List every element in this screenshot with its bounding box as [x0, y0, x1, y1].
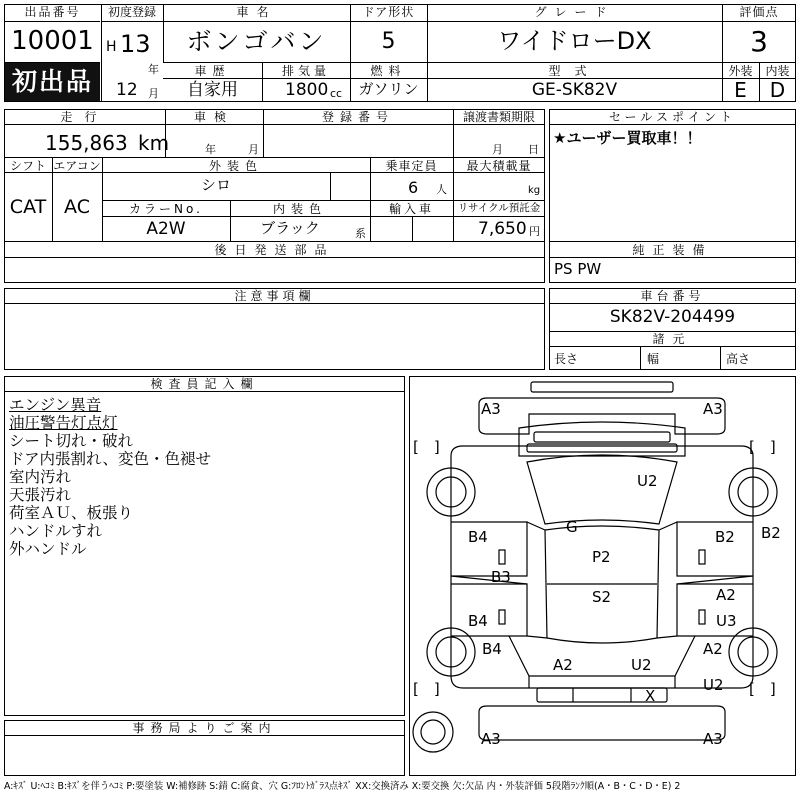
damage-mark: X — [645, 687, 656, 705]
exterior-label: 外装 — [728, 64, 753, 78]
transfer-day-unit: 日 — [528, 143, 539, 156]
bracket-mark: [ ] — [749, 438, 776, 456]
legend: A:ｷｽﾞ U:ﾍｺﾐ B:ｷｽﾞを伴うﾍｺﾐ P:要塗装 W:補修跡 S:錆 C:腐食、穴 G:ﾌﾛﾝﾄｶﾞﾗｽ点ｷｽﾞ XX:交換済み X:要交換 欠:欠品 内・外装評価 5段階ﾗﾝｸ順(A・B・C・D・E) 2 — [4, 781, 681, 792]
transfer-month-unit: 月 — [492, 143, 503, 156]
grade: ワイドローDX — [497, 27, 652, 55]
color: シロ — [200, 176, 231, 194]
damage-mark: U2 — [631, 656, 652, 674]
office-label: 事務局よりご案内 — [132, 721, 277, 735]
damage-mark: U2 — [637, 472, 658, 490]
damage-mark: B2 — [715, 528, 735, 546]
ac-label: エアコン — [53, 159, 101, 173]
doors-label: ドア形状 — [362, 5, 415, 19]
sales-point-label: セールスポイント — [609, 110, 736, 124]
damage-mark: B4 — [468, 612, 488, 630]
damage-mark: A2 — [553, 656, 573, 674]
interior-color-suffix: 系 — [355, 227, 366, 240]
inspector-note: 荷室ＡＵ、板張り — [9, 504, 134, 522]
inspector-note: ハンドルすれ — [9, 522, 103, 540]
length-label: 長さ — [554, 352, 579, 366]
inspector-note: シート切れ・破れ — [9, 432, 134, 450]
import-label: 輸入車 — [388, 202, 434, 216]
grade-label: グレード — [534, 5, 615, 19]
capacity-unit: 人 — [436, 183, 447, 196]
model-label: 型式 — [548, 64, 601, 78]
damage-mark: A3 — [481, 400, 501, 418]
equipment-label: 純正装備 — [632, 243, 713, 257]
load-label: 最大積載量 — [466, 159, 532, 173]
bracket-mark: [ ] — [413, 438, 440, 456]
damage-mark: B4 — [468, 528, 488, 546]
color-no: A2W — [146, 219, 186, 239]
car-name-label: 車名 — [236, 5, 277, 19]
damage-diagram — [409, 376, 796, 776]
car-name: ボンゴバン — [186, 27, 327, 56]
recycle: 7,650 — [478, 219, 527, 239]
inspector-note: エンジン異音 — [9, 396, 102, 414]
mileage-unit: km — [138, 131, 170, 155]
mileage-label: 走行 — [60, 110, 109, 124]
inspector-note: 外ハンドル — [9, 540, 87, 558]
bracket-mark: [ ] — [413, 680, 440, 698]
first-reg-year-unit: 年 — [148, 63, 159, 76]
model: GE-SK82V — [531, 80, 618, 100]
load-unit: kg — [528, 185, 541, 196]
displacement: 1800 — [285, 80, 329, 100]
interior-color-label: 内装色 — [272, 202, 327, 216]
dims-label: 諸元 — [652, 332, 693, 346]
color-no-label: カラーNo. — [129, 202, 203, 216]
width-label: 幅 — [647, 352, 660, 366]
damage-mark: B4 — [482, 640, 502, 658]
first-reg-label: 初度登録 — [107, 5, 156, 19]
inspector-label: 検査員記入欄 — [150, 377, 259, 391]
bracket-mark: [ ] — [749, 680, 776, 698]
capacity-label: 乗車定員 — [385, 159, 438, 173]
damage-mark: A2 — [703, 640, 723, 658]
displacement-unit: cc — [330, 87, 343, 100]
lot-number: 10001 — [11, 26, 94, 56]
first-listing-badge: 初出品 — [5, 63, 100, 101]
inspector-notes — [9, 396, 211, 558]
damage-mark: A2 — [716, 586, 736, 604]
doors: 5 — [381, 29, 396, 54]
inspection-year-unit: 年 — [205, 143, 216, 156]
shift-label: シフト — [9, 159, 46, 173]
caution-label: 注意事項欄 — [234, 289, 315, 303]
inspector-note: 室内汚れ — [9, 468, 72, 486]
exterior-grade: E — [734, 78, 747, 102]
damage-mark: U2 — [703, 676, 724, 694]
inspector-note: 油圧警告灯点灯 — [9, 414, 118, 432]
history-label: 車歴 — [194, 64, 231, 78]
damage-mark: B3 — [491, 568, 511, 586]
damage-mark: A3 — [703, 400, 723, 418]
damage-mark: A3 — [703, 730, 723, 748]
score: 3 — [750, 25, 768, 58]
first-reg-month: 12 — [116, 80, 138, 100]
inspection-month-unit: 月 — [248, 143, 259, 156]
inspector-note: 天張汚れ — [9, 486, 72, 504]
mileage: 155,863 — [45, 131, 128, 155]
first-reg-month-unit: 月 — [148, 87, 159, 100]
lot-label: 出品番号 — [24, 5, 81, 19]
interior-label: 内装 — [765, 64, 790, 78]
interior-color: ブラック — [260, 219, 320, 237]
score-label: 評価点 — [739, 5, 779, 19]
damage-mark: U3 — [716, 612, 737, 630]
displacement-label: 排気量 — [281, 64, 330, 78]
chassis-number: SK82V-204499 — [609, 307, 736, 327]
first-reg-era: H — [106, 39, 117, 55]
history: 自家用 — [187, 80, 238, 100]
sales-point-text: ★ユーザー買取車！！ — [553, 129, 702, 147]
ac: AC — [64, 196, 90, 218]
equipment-text: PS PW — [554, 260, 602, 278]
damage-mark: B2 — [761, 524, 781, 542]
fuel-label: 燃料 — [370, 64, 407, 78]
recycle-label: リサイクル預託金 — [457, 202, 541, 214]
damage-mark: G — [566, 518, 578, 536]
chassis-label: 車台番号 — [640, 289, 705, 303]
interior-grade: D — [769, 78, 786, 102]
damage-mark: S2 — [592, 588, 612, 606]
first-reg-year: 13 — [120, 30, 151, 58]
shift: CAT — [9, 196, 47, 218]
inspection-label: 車検 — [193, 110, 234, 124]
reg-label: 登録番号 — [321, 110, 394, 124]
transfer-label: 譲渡書類期限 — [462, 110, 535, 124]
later-parts-label: 後日発送部品 — [214, 243, 335, 257]
height-label: 高さ — [726, 352, 751, 366]
damage-mark: P2 — [592, 548, 611, 566]
recycle-unit: 円 — [529, 225, 540, 238]
color-label: 外装色 — [208, 159, 263, 173]
inspector-note: ドア内張割れ、変色・色褪せ — [9, 450, 211, 468]
fuel: ガソリン — [358, 80, 419, 98]
capacity: 6 — [408, 178, 419, 197]
damage-mark: A3 — [481, 730, 501, 748]
